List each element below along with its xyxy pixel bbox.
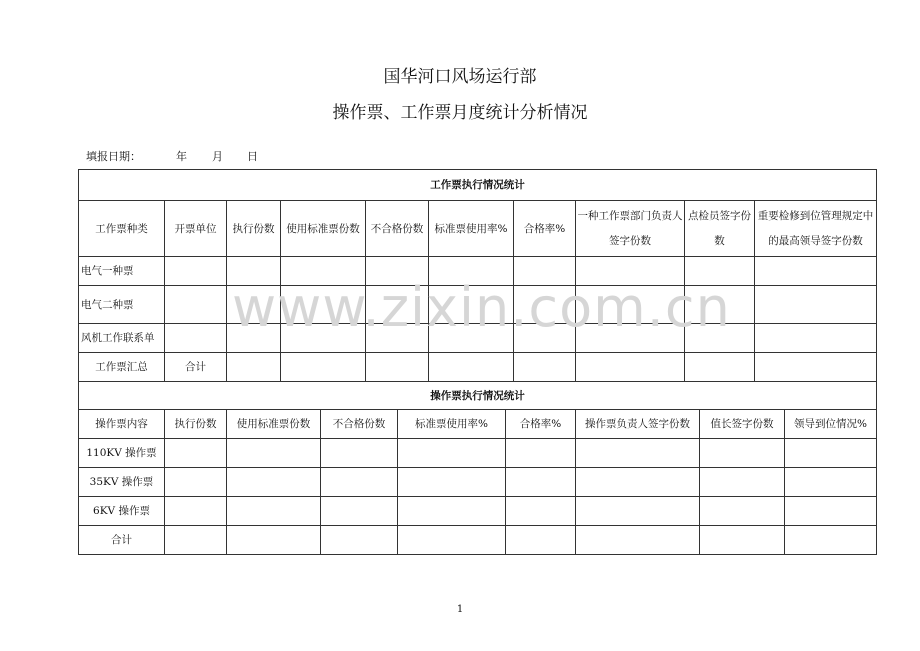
row-label: 110KV 操作票 — [79, 439, 165, 468]
cell — [321, 468, 398, 497]
cell — [281, 324, 366, 353]
cell — [700, 468, 785, 497]
operation-ticket-table — [78, 381, 877, 555]
watermark: www.zixin.com.cn — [232, 276, 731, 339]
cell — [281, 353, 366, 382]
column-header: 执行份数 — [227, 201, 281, 257]
cell — [576, 526, 700, 555]
row-label: 6KV 操作票 — [79, 497, 165, 526]
cell — [514, 353, 576, 382]
cell — [429, 324, 514, 353]
cell — [398, 497, 506, 526]
cell — [429, 257, 514, 286]
cell — [785, 439, 877, 468]
cell — [506, 497, 576, 526]
cell — [227, 468, 321, 497]
cell — [429, 286, 514, 324]
cell — [576, 324, 685, 353]
column-header: 合格率% — [506, 410, 576, 439]
cell — [321, 497, 398, 526]
cell — [514, 257, 576, 286]
row-unit: 合计 — [165, 353, 227, 382]
cell — [576, 286, 685, 324]
cell — [576, 353, 685, 382]
cell — [321, 439, 398, 468]
cell — [700, 439, 785, 468]
cell — [576, 257, 685, 286]
cell — [755, 324, 877, 353]
cell — [685, 324, 755, 353]
work-ticket-section-title: 工作票执行情况统计 — [79, 170, 877, 201]
cell — [576, 497, 700, 526]
row-label: 电气一种票 — [79, 257, 165, 286]
column-header: 使用标准票份数 — [227, 410, 321, 439]
fill-date-line — [86, 148, 258, 164]
column-header: 操作票负责人签字份数 — [576, 410, 700, 439]
cell — [785, 468, 877, 497]
row-label: 电气二种票 — [79, 286, 165, 324]
cell — [165, 468, 227, 497]
cell — [506, 468, 576, 497]
cell — [685, 257, 755, 286]
cell — [700, 497, 785, 526]
column-header: 标准票使用率% — [429, 201, 514, 257]
document-subtitle: 操作票、工作票月度统计分析情况 — [332, 103, 588, 123]
column-header: 点检员签字份数 — [685, 201, 755, 257]
cell — [576, 468, 700, 497]
column-header: 开票单位 — [165, 201, 227, 257]
operation-ticket-section-title: 操作票执行情况统计 — [79, 382, 877, 410]
cell — [281, 286, 366, 324]
cell — [227, 353, 281, 382]
cell — [366, 286, 429, 324]
cell — [755, 257, 877, 286]
cell — [227, 257, 281, 286]
row-label: 35KV 操作票 — [79, 468, 165, 497]
row-label: 工作票汇总 — [79, 353, 165, 382]
cell — [366, 353, 429, 382]
cell — [755, 286, 877, 324]
cell — [227, 324, 281, 353]
cell — [785, 526, 877, 555]
column-header: 不合格份数 — [321, 410, 398, 439]
cell — [398, 439, 506, 468]
cell — [227, 497, 321, 526]
row-label: 风机工作联系单 — [79, 324, 165, 353]
row-label: 合计 — [79, 526, 165, 555]
cell — [165, 439, 227, 468]
column-header: 领导到位情况% — [785, 410, 877, 439]
column-header: 使用标准票份数 — [281, 201, 366, 257]
document-title: 国华河口风场运行部 — [383, 67, 537, 87]
fill-date-label: 填报日期： — [86, 150, 141, 163]
cell — [281, 257, 366, 286]
cell — [785, 497, 877, 526]
cell — [227, 439, 321, 468]
cell — [366, 257, 429, 286]
page-number: 1 — [456, 604, 464, 615]
cell — [227, 526, 321, 555]
work-ticket-table — [78, 169, 877, 382]
cell — [506, 439, 576, 468]
cell — [366, 324, 429, 353]
day-label: 日 — [247, 150, 258, 163]
cell — [685, 286, 755, 324]
cell — [429, 353, 514, 382]
cell — [165, 257, 227, 286]
cell — [755, 353, 877, 382]
column-header: 标准票使用率% — [398, 410, 506, 439]
cell — [700, 526, 785, 555]
column-header: 工作票种类 — [79, 201, 165, 257]
cell — [227, 286, 281, 324]
cell — [514, 324, 576, 353]
cell — [321, 526, 398, 555]
cell — [514, 286, 576, 324]
column-header: 重要检修到位管理规定中的最高领导签字份数 — [755, 201, 877, 257]
cell — [576, 439, 700, 468]
cell — [398, 468, 506, 497]
cell — [165, 497, 227, 526]
column-header: 一种工作票部门负责人签字份数 — [576, 201, 685, 257]
year-label: 年 — [176, 150, 187, 163]
cell — [165, 286, 227, 324]
column-header: 不合格份数 — [366, 201, 429, 257]
month-label: 月 — [212, 150, 223, 163]
cell — [165, 526, 227, 555]
column-header: 操作票内容 — [79, 410, 165, 439]
cell — [685, 353, 755, 382]
cell — [398, 526, 506, 555]
column-header: 值长签字份数 — [700, 410, 785, 439]
column-header: 执行份数 — [165, 410, 227, 439]
column-header: 合格率% — [514, 201, 576, 257]
cell — [506, 526, 576, 555]
cell — [165, 324, 227, 353]
